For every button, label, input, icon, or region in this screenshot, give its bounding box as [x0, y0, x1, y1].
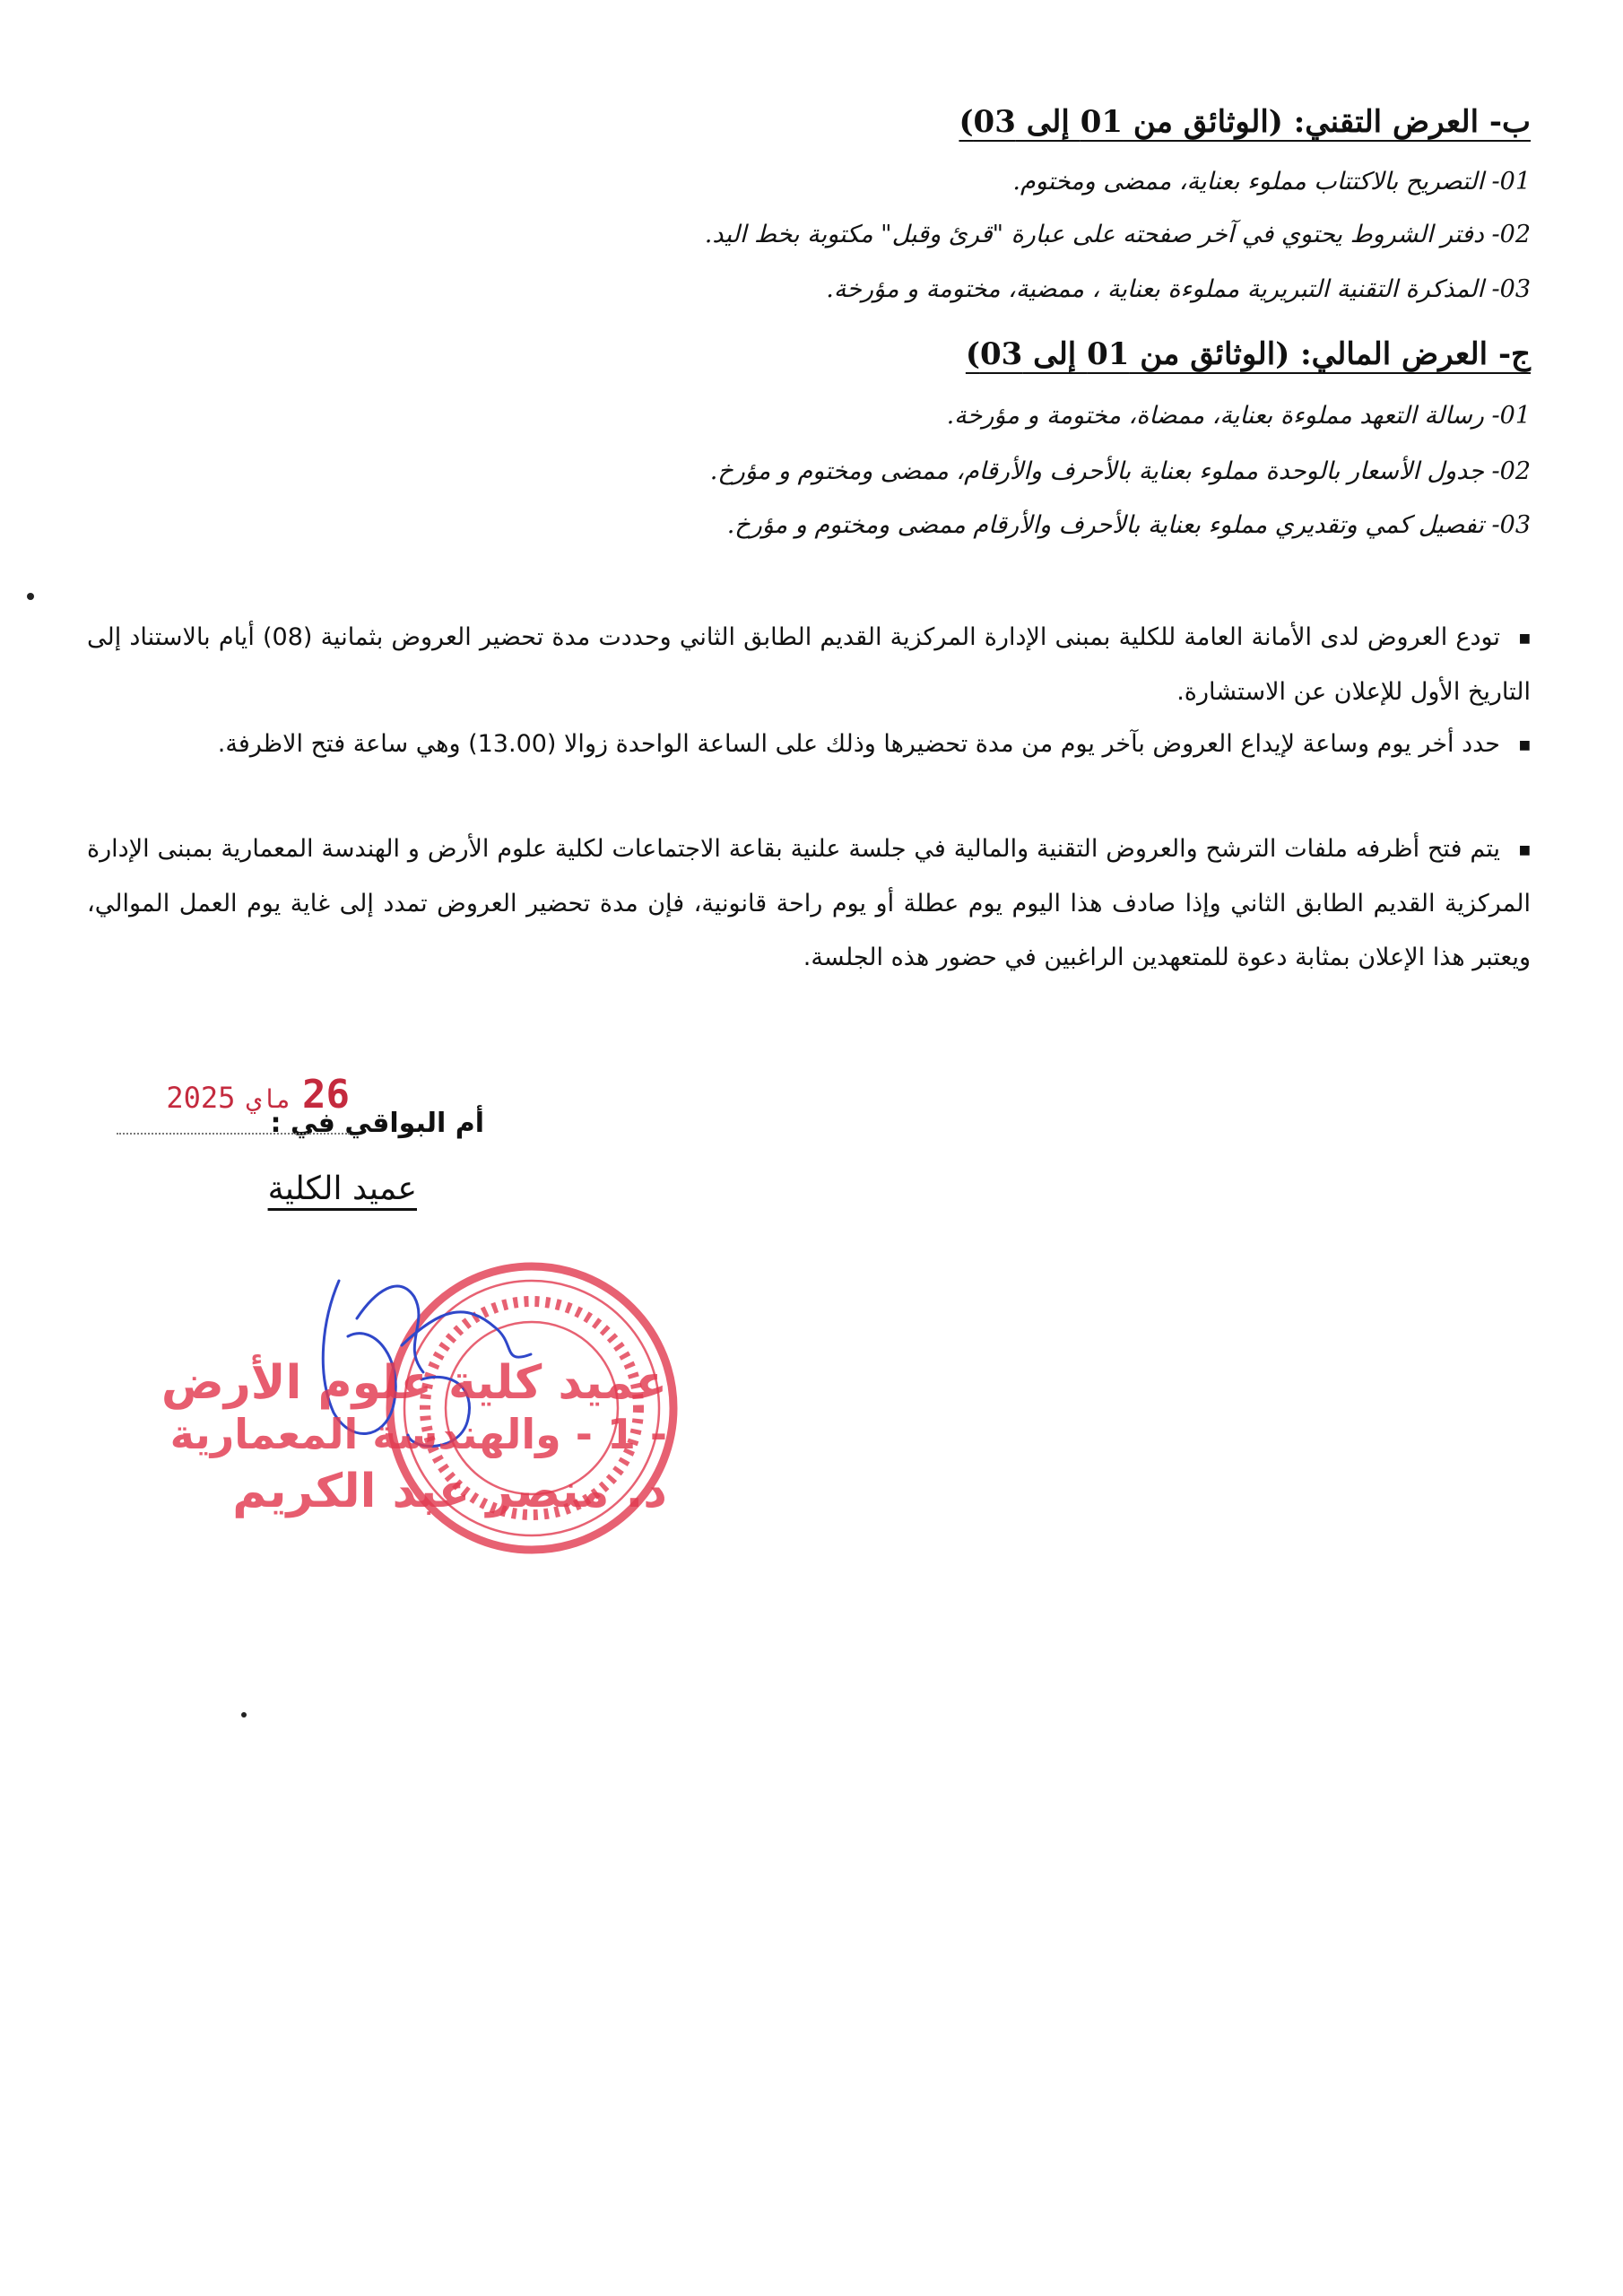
financial-offer-item-3: 03- تفصيل كمي وتقديري مملوء بعناية بالأحرف والأرقام ممضى ومختوم و مؤرخ.: [726, 511, 1531, 539]
technical-offer-title: ب- العرض التقني: (الوثائق من 01 إلى 03): [959, 104, 1531, 140]
financial-offer-item-2: 02- جدول الأسعار بالوحدة مملوء بعناية بالأحرف والأرقام، ممضى ومختوم و مؤرخ.: [709, 457, 1531, 485]
stamped-date-year: 2025: [166, 1081, 236, 1115]
stray-dot: [241, 1712, 247, 1718]
bullet-square-icon: ■: [1518, 842, 1531, 857]
dean-title: عميد الكلية: [267, 1170, 417, 1207]
stamped-date-month: ماي: [246, 1084, 292, 1114]
technical-offer-item-1: 01- التصريح بالاكتتاب مملوء بعناية، ممضى ومختوم.: [1012, 168, 1531, 196]
bullet-square-icon: ■: [1518, 737, 1531, 752]
technical-offer-item-2: 02- دفتر الشروط يحتوي في آخر صفحته على عبارة "قرئ وقبل" مكتوبة بخط اليد.: [704, 221, 1531, 248]
place-date-label: أم البواقي في :: [270, 1108, 484, 1139]
seal-line-1: عميد كلية علوم الأرض: [161, 1356, 667, 1410]
submission-paragraph-text: تودع العروض لدى الأمانة العامة للكلية بمبنى الإدارة المركزية القديم الطابق الثاني وحددت مدة تحضير العروض بثمانية (08) أيام بالاستناد إلى التاريخ الأول للإعلان عن الاستشارة.: [87, 623, 1531, 706]
financial-offer-item-1: 01- رسالة التعهد مملوءة بعناية، ممضاة، مختومة و مؤرخة.: [946, 402, 1531, 430]
deadline-paragraph-text: حدد أخر يوم وساعة لإيداع العروض بآخر يوم من مدة تحضيرها وذلك على الساعة الواحدة زوالا (13.00) وهي ساعة فتح الاظرفة.: [217, 730, 1500, 758]
stray-dot: [27, 593, 34, 600]
opening-session-paragraph-text: يتم فتح أظرفه ملفات الترشح والعروض التقنية والمالية في جلسة علنية بقاعة الاجتماعات لكلية علوم الأرض و الهندسة المعمارية بمبنى الإدارة المركزية القديم الطابق الثاني وإذا صادف هذا اليوم يوم عطلة أو يوم راحة قانونية، فإن مدة تحضير العروض تمدد إلى غاية يوم العمل الموالي، ويعتبر هذا الإعلان بمثابة دعوة للمتعهدين الراغبين في حضور هذه الجلسة.: [87, 835, 1531, 971]
seal-line-2: - 1 - والهندسة المعمارية: [169, 1410, 667, 1458]
stamped-date-day: 26: [302, 1072, 350, 1118]
financial-offer-title: ج- العرض المالي: (الوثائق من 01 إلى 03): [965, 336, 1531, 372]
seal-line-3: د. منصر عبد الكريم: [232, 1465, 667, 1518]
bullet-square-icon: ■: [1518, 631, 1531, 646]
technical-offer-item-3: 03- المذكرة التقنية التبريرية مملوءة بعناية ، ممضية، مختومة و مؤرخة.: [826, 275, 1531, 303]
